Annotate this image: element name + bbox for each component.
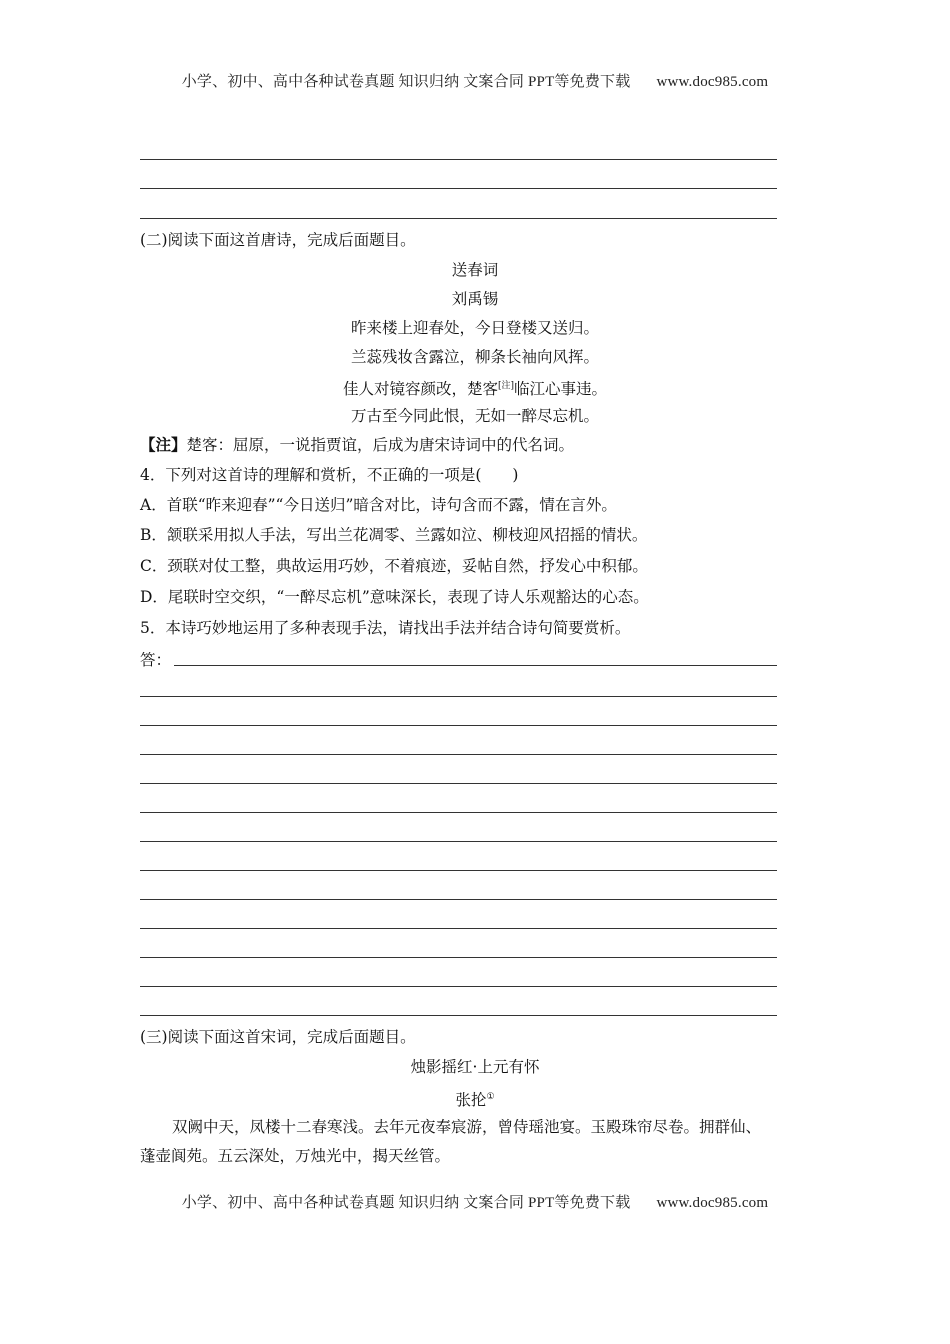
answer-line <box>140 696 777 697</box>
ci-text: 双阙中天，凤楼十二春寒浅。去年元夜奉宸游，曾侍瑶池宴。玉殿珠帘尽卷。拥群仙、 <box>172 1118 762 1136</box>
answer-line <box>140 812 777 813</box>
answer-line <box>140 725 777 726</box>
answer-line <box>140 783 777 784</box>
ci-author-name: 张抡 <box>455 1091 487 1110</box>
header-text: 小学、初中、高中各种试卷真题 知识归纳 文案合同 PPT等免费下载 <box>181 74 631 90</box>
answer-row <box>140 648 780 668</box>
answer-line <box>140 1015 777 1016</box>
poem-author: 刘禹锡 <box>451 290 499 308</box>
question-4-stem: 4．下列对这首诗的理解和赏析，不正确的一项是( ) <box>140 466 519 484</box>
footnote-marker: ① <box>486 1092 495 1102</box>
poem-line-part: 佳人对镜容颜改，楚客 <box>342 380 498 399</box>
answer-line <box>140 218 777 219</box>
poem-line: 万古至今同此恨，无如一醉尽忘机。 <box>350 407 599 425</box>
answer-line <box>140 188 777 189</box>
question-5-stem: 5．本诗巧妙地运用了多种表现手法，请找出手法并结合诗句简要赏析。 <box>140 619 631 637</box>
ci-author <box>0 1087 950 1110</box>
poem-note <box>140 435 780 455</box>
section-intro: (二)阅读下面这首唐诗，完成后面题目。 <box>140 231 416 249</box>
answer-line <box>140 870 777 871</box>
footer-text: 小学、初中、高中各种试卷真题 知识归纳 文案合同 PPT等免费下载 <box>181 1195 631 1211</box>
header-url[interactable]: www.doc985.com <box>656 74 769 90</box>
answer-line <box>140 957 777 958</box>
answer-line <box>140 754 777 755</box>
option-a: A．首联“昨来迎春”“今日送归”暗含对比，诗句含而不露，情在言外。 <box>140 496 617 514</box>
answer-label: 答： <box>140 651 172 669</box>
poem-line <box>0 376 950 399</box>
note-marker: [注] <box>497 381 515 391</box>
poem-line: 兰蕊残妆含露泣，柳条长袖向风挥。 <box>350 348 599 366</box>
answer-line <box>140 159 777 160</box>
answer-line <box>174 665 777 666</box>
poem-title: 送春词 <box>451 261 499 279</box>
page-footer <box>0 1191 950 1212</box>
section-intro: (三)阅读下面这首宋词，完成后面题目。 <box>140 1028 416 1046</box>
poem-line-part: 临江心事违。 <box>514 380 608 399</box>
answer-line <box>140 841 777 842</box>
answer-line <box>140 986 777 987</box>
poem-line: 昨来楼上迎春处，今日登楼又送归。 <box>350 319 599 337</box>
ci-text: 蓬壶阆苑。五云深处，万烛光中，揭天丝管。 <box>140 1147 451 1165</box>
answer-line <box>140 928 777 929</box>
footer-url[interactable]: www.doc985.com <box>656 1195 769 1211</box>
ci-title: 烛影摇红·上元有怀 <box>410 1058 540 1076</box>
answer-line <box>140 899 777 900</box>
note-label: 【注】 <box>140 435 187 454</box>
option-d: D．尾联时空交织，“一醉尽忘机”意味深长，表现了诗人乐观豁达的心态。 <box>140 588 649 606</box>
note-text: 楚客：屈原，一说指贾谊，后成为唐宋诗词中的代名词。 <box>186 436 575 454</box>
option-b: B．颔联采用拟人手法，写出兰花凋零、兰露如泣、柳枝迎风招摇的情状。 <box>140 526 648 544</box>
page-header <box>0 70 950 91</box>
option-c: C．颈联对仗工整，典故运用巧妙，不着痕迹，妥帖自然，抒发心中积郁。 <box>140 557 648 575</box>
